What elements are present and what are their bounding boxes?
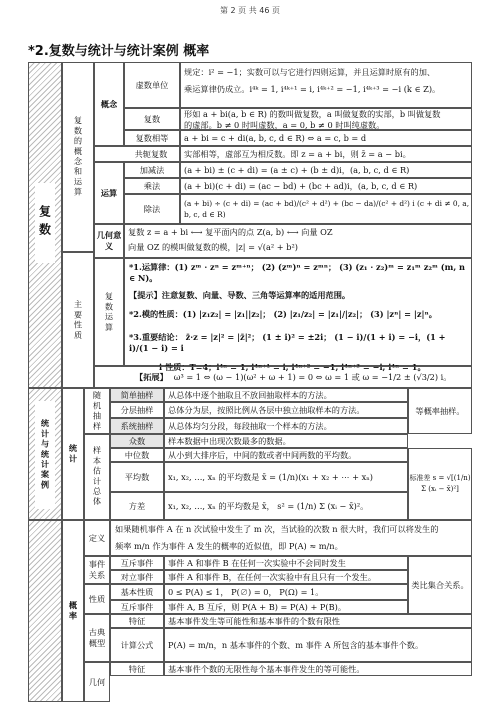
opp-text: 事件 A 和事件 B，在任何一次实验中有且只有一个发生。 [164, 570, 408, 584]
add-text: (a + bi) ± (c + di) = (a ± c) + (b ± d)i，(a, b, c, d ∈ R) [180, 162, 472, 178]
set-relation: 类比集合关系。 [408, 556, 472, 614]
stat-label [62, 388, 84, 520]
props-label [94, 258, 124, 366]
mutex2-text: 事件 A, B 互斥，则 P(A + B) = P(A) + P(B)。 [164, 600, 408, 614]
num-text [180, 108, 472, 130]
geo-feat-label: 特征 [110, 662, 164, 676]
median-label: 中位数 [110, 448, 164, 462]
props-label-text: 复数运算 [104, 291, 115, 333]
period-text: i 性质：T=4；i⁴ⁿ = 1, i⁴ⁿ⁺¹ = i, i⁴ⁿ⁺² = −1, i⁴ⁿ⁺³ = −i, i⁴ⁿ = 1。 [159, 362, 426, 372]
div-text: (a + bi) ÷ (c + di) = (ac + bd)/(c² + d²) + (bc − da)/(c² + d²) i (c + di ≠ 0, a, b, c, d ∈ R) [180, 194, 472, 224]
ops-label: 运算 [94, 162, 124, 224]
mode-label: 众数 [110, 434, 164, 448]
section-stats-box [35, 401, 55, 509]
opp-label: 对立事件 [110, 570, 164, 584]
estimate-label [84, 434, 110, 520]
mode-text: 样本数据中出现次数最多的数据。 [164, 434, 408, 448]
basic-label: 基本性质 [110, 584, 164, 600]
var-label: 方差 [110, 492, 164, 520]
formula-text: P(A) = m/n，n 基本事件的个数、m 事件 A 所包含的基本事件个数。 [164, 628, 472, 662]
section-stats-label: 统计与统计案例 [40, 419, 51, 491]
section-prob-side [28, 520, 62, 702]
num-text-line2: 的虚部。b ≠ 0 时叫虚数，a = 0, b ≠ 0 时叫纯虚数。 [184, 120, 385, 130]
rel-label: 事件关系 [84, 556, 110, 584]
unit-text-line1: 规定：i² = −1；实数可以与它进行四则运算，并且运算时原有的加、 [184, 67, 436, 77]
def-text-line1: 如果随机事件 A 在 n 次试验中发生了 m 次，当试验的次数 n 很大时，我们可以将发生的 [115, 524, 439, 534]
conclusions-text: *3.重要结论： z̄·z = |z|² = |z̄|²； (1 ± i)² = ±2i； (1 − i)/(1 + i) = −i，(1 + i)/(1 − i) = i [129, 332, 446, 353]
props-group-label: 主要性质 [73, 299, 84, 341]
strat-label: 分层抽样 [110, 402, 164, 418]
mutex2-label: 互斥事件 [110, 600, 164, 614]
nature-label: 性质 [84, 584, 110, 614]
eq-text: a + bi = c + di(a, b, c, d ∈ R) ⇔ a = c, b = d [180, 130, 472, 146]
feat-text: 基本事件发生等可能性和基本事件的个数有限性 [164, 614, 472, 628]
mean-text: x₁, x₂, …, xₙ 的平均数是 x̄ = (1/n)(x₁ + x₂ + ⋯ + xₙ) [164, 462, 408, 492]
conj-label: 共轭复数 [94, 146, 180, 162]
props-group [62, 252, 94, 388]
section-stats [28, 388, 62, 520]
mutex-label: 互斥事件 [110, 556, 164, 570]
std-text: 标准差 s = √[(1/n) Σ (xᵢ − x̄)²] [408, 448, 472, 520]
section-complex [28, 62, 62, 388]
conj-text: 实部相等，虚部互为相反数。即 z = a + bi，则 z̄ = a − bi。 [180, 146, 472, 162]
mul-label: 乘法 [124, 178, 180, 194]
geo-text [124, 224, 472, 258]
median-text: 从小到大排序后，中间的数或者中间两数的平均数。 [164, 448, 408, 462]
mean-label: 平均数 [110, 462, 164, 492]
section-prob [62, 520, 84, 702]
num-label: 复数 [124, 108, 180, 130]
unit-text-line2: 乘运算律仍成立。i⁴ᵏ = 1, i⁴ᵏ⁺¹ = i, i⁴ᵏ⁺² = −1, i⁴ᵏ⁺³ = −i (k ∈ Z)。 [184, 84, 441, 94]
def-text-line2: 频率 m/n 作为事件 A 发生的概率的近似值，即 P(A) ≈ m/n。 [115, 541, 343, 551]
concept-label: 概念 [94, 62, 124, 146]
num-text-line1: 形如 a + bi(a, b ∈ R) 的数叫做复数，a 叫做复数的实部，b 叫做复数 [184, 109, 441, 119]
section-prob-label: 概率 [68, 600, 79, 622]
sys-text: 从总体均匀分段，每段抽取一个样本的方法。 [164, 418, 408, 434]
add-label: 加减法 [124, 162, 180, 178]
unit-label: 虚数单位 [124, 62, 180, 108]
mutex-text: 事件 A 和事件 B 在任何一次实验中不会同时发生 [164, 556, 408, 570]
page-header: 第 2 页 共 46 页 [220, 6, 280, 15]
geo-label: 几何意义 [94, 224, 124, 258]
random-sampling [84, 388, 110, 434]
basic-text: 0 ≤ P(A) ≤ 1， P(∅) = 0， P(Ω) = 1。 [164, 584, 408, 600]
section-complex-label: 复数 [35, 183, 55, 263]
modulus-text: *2.模的性质：(1) |z₁z₂| = |z₁||z₂|； (2) |z₁/z₂| = |z₁|/|z₂|； (3) |zⁿ| = |z|ⁿ。 [129, 309, 437, 319]
feat-label: 特征 [110, 614, 164, 628]
random-sampling-text: 随机抽样 [92, 390, 103, 432]
props-text [124, 258, 472, 372]
extend-label: 【拓展】 [135, 371, 168, 382]
page-title: *2.复数与统计与统计案例 概率 [28, 44, 210, 59]
sys-label: 系统抽样 [110, 418, 164, 434]
extend-row [94, 366, 472, 388]
geo-text-line1: 复数 z = a + bi ⟷ 复平面内的点 Z(a, b) ⟷ 向量 OZ [128, 227, 333, 237]
formula-label: 计算公式 [110, 628, 164, 662]
classic-label: 古典概型 [84, 614, 110, 662]
geo-text-line2: 向量 OZ 的模叫做复数的模，|z| = √(a² + b²) [128, 242, 298, 252]
def-text [110, 520, 472, 556]
mul-text: (a + bi)(c + di) = (ac − bd) + (bc + ad)i，(a, b, c, d ∈ R) [180, 178, 472, 194]
estimate-label-text: 样本估计总体 [92, 446, 103, 508]
tip-text: 【提示】注意复数、向量、导数、三角等运算率的适用范围。 [129, 290, 351, 300]
strat-text: 总体分为层，按照比例从各层中独立抽取样本的方法。 [164, 402, 408, 418]
equal-prob: 等概率抽样。 [408, 388, 472, 434]
div-label: 除法 [124, 194, 180, 224]
concept-group-label: 复数的概念和运算 [73, 116, 84, 198]
extend-text: ω³ = 1 ⇔ (ω − 1)(ω² + ω + 1) = 0 ⇔ ω = 1 或 ω = −1/2 ± (√3/2) i。 [173, 371, 452, 382]
eq-label: 复数相等 [124, 130, 180, 146]
simple-label: 简单抽样 [110, 388, 164, 402]
concept-group [62, 62, 94, 252]
geo-feat-text: 基本事件个数的无限性每个基本事件发生的等可能性。 [164, 662, 472, 676]
unit-text [180, 62, 472, 108]
law-text: *1.运算律：(1) zᵐ · zⁿ = zᵐ⁺ⁿ； (2) (zᵐ)ⁿ = zᵐⁿ； (3) (z₁ · z₂)ᵐ = z₁ᵐ z₂ᵐ (m, n ∈ N)。 [129, 262, 465, 283]
stat-label-text: 统计 [68, 443, 79, 465]
simple-text: 从总体中逐个抽取且不放回抽取样本的方法。 [164, 388, 408, 402]
geo-prob-label: 几何 [84, 662, 110, 702]
var-text: x₁, x₂, …, xₙ 的平均数是 x̄， s² = (1/n) Σ (xᵢ − x̄)²。 [164, 492, 408, 520]
def-label: 定义 [84, 520, 110, 556]
